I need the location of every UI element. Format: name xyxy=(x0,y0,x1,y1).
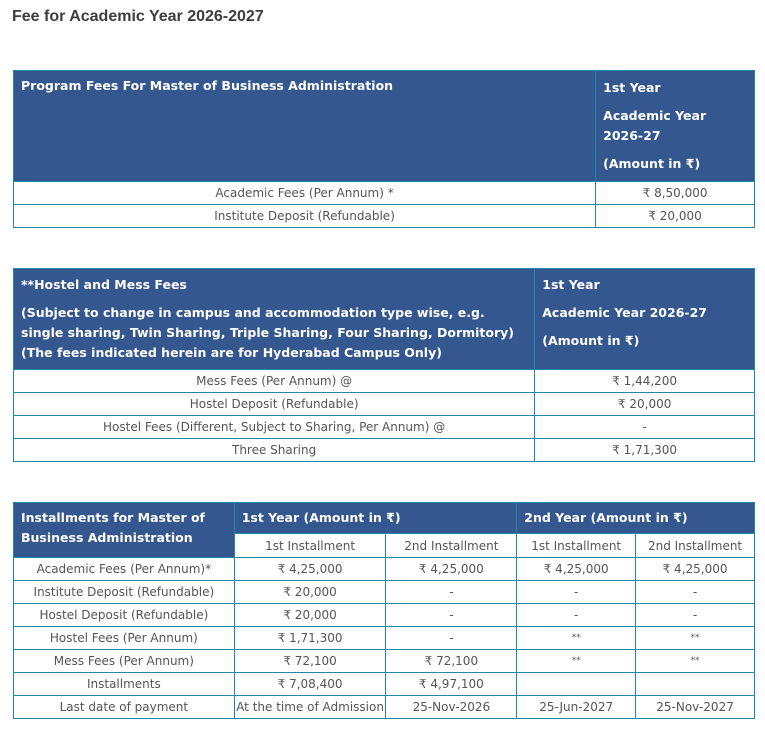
cell: ** xyxy=(517,627,636,650)
cell: ₹ 7,08,400 xyxy=(234,673,386,696)
row-label: Institute Deposit (Refundable) xyxy=(14,581,235,604)
cell: ₹ 72,100 xyxy=(234,650,386,673)
table-row xyxy=(14,558,755,581)
year-label: 1st Year xyxy=(603,80,661,95)
row-label: Last date of payment xyxy=(14,696,235,719)
cell: ** xyxy=(517,650,636,673)
hostel-fees-title xyxy=(14,269,535,370)
table-header-row xyxy=(14,71,755,182)
cell: ₹ 4,25,000 xyxy=(517,558,636,581)
program-fees-table xyxy=(13,70,755,228)
table-row xyxy=(14,673,755,696)
row-amount: - xyxy=(535,416,755,439)
cell: ₹ 20,000 xyxy=(234,604,386,627)
installment-subheader: 2nd Installment xyxy=(386,534,517,558)
cell: At the time of Admission xyxy=(234,696,386,719)
program-fees-title: Program Fees For Master of Business Administration xyxy=(14,71,596,182)
row-amount: ₹ 20,000 xyxy=(535,393,755,416)
page-title: Fee for Academic Year 2026-2027 xyxy=(12,8,264,25)
table-row xyxy=(14,581,755,604)
row-label: Mess Fees (Per Annum) xyxy=(14,650,235,673)
cell: - xyxy=(636,604,755,627)
hostel-subtitle: (Subject to change in campus and accommodation type wise, e.g. single sharing, Twin Sharing, Triple Sharing, Four Sharing, Dormitory) (The fees indicated herein are for Hyderabad Campus Only) xyxy=(21,305,515,360)
cell: ** xyxy=(636,650,755,673)
cell xyxy=(636,673,755,696)
row-amount: ₹ 1,71,300 xyxy=(535,439,755,462)
table-row xyxy=(14,182,755,205)
academic-year-label: Academic Year 2026-27 xyxy=(603,108,707,143)
table-header-row xyxy=(14,269,755,370)
hostel-title: **Hostel and Mess Fees xyxy=(21,277,187,292)
cell: ₹ 72,100 xyxy=(386,650,517,673)
cell: - xyxy=(386,581,517,604)
amount-label: (Amount in ₹) xyxy=(603,156,701,171)
row-label: Three Sharing xyxy=(14,439,535,462)
year1-header: 1st Year (Amount in ₹) xyxy=(234,503,517,534)
installments-title: Installments for Master of Business Administration xyxy=(14,503,235,558)
row-amount: ₹ 8,50,000 xyxy=(596,182,755,205)
installment-subheader: 1st Installment xyxy=(517,534,636,558)
cell: ₹ 1,71,300 xyxy=(234,627,386,650)
table-row xyxy=(14,604,755,627)
cell: 25-Jun-2027 xyxy=(517,696,636,719)
row-label: Hostel Fees (Different, Subject to Sharing, Per Annum) @ xyxy=(14,416,535,439)
table-row xyxy=(14,370,755,393)
cell: ** xyxy=(636,627,755,650)
cell: - xyxy=(517,581,636,604)
year-column-header xyxy=(535,269,755,370)
year2-header: 2nd Year (Amount in ₹) xyxy=(517,503,755,534)
row-label: Mess Fees (Per Annum) @ xyxy=(14,370,535,393)
cell: ₹ 4,97,100 xyxy=(386,673,517,696)
table-row xyxy=(14,205,755,228)
cell: - xyxy=(636,581,755,604)
row-label: Hostel Fees (Per Annum) xyxy=(14,627,235,650)
cell: ₹ 4,25,000 xyxy=(636,558,755,581)
table-row xyxy=(14,627,755,650)
table-row xyxy=(14,696,755,719)
cell: ₹ 4,25,000 xyxy=(386,558,517,581)
table-header-row xyxy=(14,503,755,534)
cell: ₹ 4,25,000 xyxy=(234,558,386,581)
row-label: Hostel Deposit (Refundable) xyxy=(14,393,535,416)
cell: - xyxy=(386,627,517,650)
row-amount: ₹ 1,44,200 xyxy=(535,370,755,393)
hostel-fees-table xyxy=(13,268,755,462)
cell: 25-Nov-2026 xyxy=(386,696,517,719)
row-label: Institute Deposit (Refundable) xyxy=(14,205,596,228)
cell: - xyxy=(517,604,636,627)
year-label: 1st Year xyxy=(542,277,600,292)
row-label: Installments xyxy=(14,673,235,696)
year-column-header xyxy=(596,71,755,182)
row-label: Academic Fees (Per Annum) * xyxy=(14,182,596,205)
installment-subheader: 2nd Installment xyxy=(636,534,755,558)
row-label: Hostel Deposit (Refundable) xyxy=(14,604,235,627)
cell: 25-Nov-2027 xyxy=(636,696,755,719)
cell xyxy=(517,673,636,696)
row-amount: ₹ 20,000 xyxy=(596,205,755,228)
table-row xyxy=(14,439,755,462)
academic-year-label: Academic Year 2026-27 xyxy=(542,305,707,320)
installment-subheader: 1st Installment xyxy=(234,534,386,558)
cell: - xyxy=(386,604,517,627)
installments-table xyxy=(13,502,755,719)
row-label: Academic Fees (Per Annum)* xyxy=(14,558,235,581)
amount-label: (Amount in ₹) xyxy=(542,333,640,348)
table-row xyxy=(14,650,755,673)
table-row xyxy=(14,393,755,416)
table-row xyxy=(14,416,755,439)
cell: ₹ 20,000 xyxy=(234,581,386,604)
